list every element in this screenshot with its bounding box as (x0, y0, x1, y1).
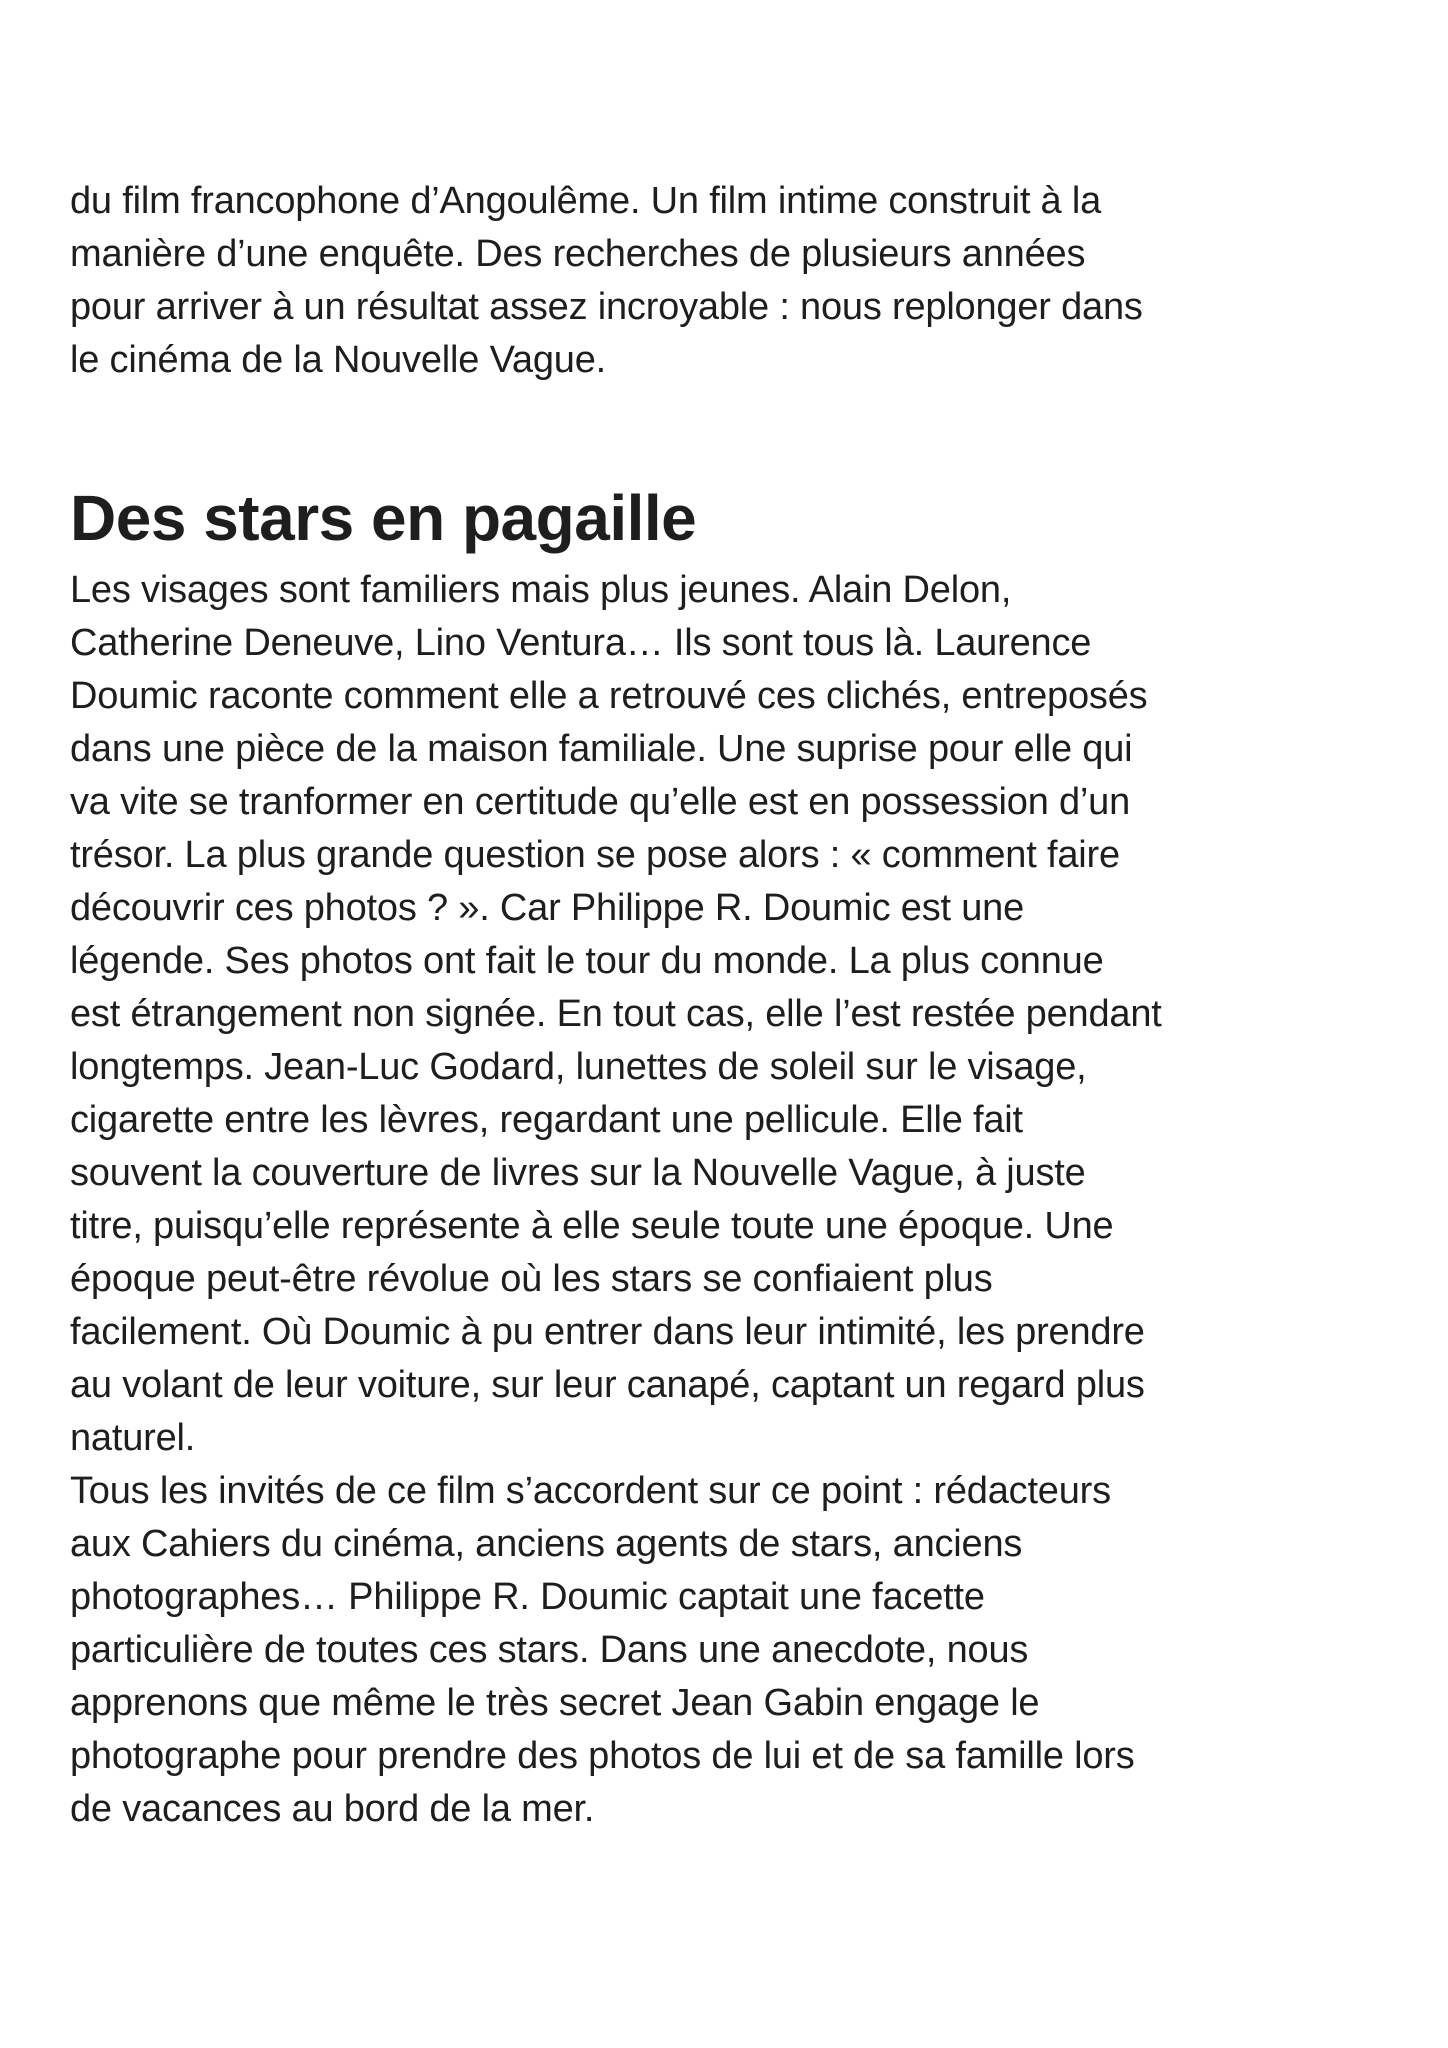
text-line: manière d’une enquête. Des recherches de plusieurs années (70, 233, 1086, 275)
text-line: découvrir ces photos ? ». Car Philippe R. Doumic est une (70, 887, 1025, 929)
text-line: du film francophone d’Angoulême. Un film intime construit à la (70, 180, 1102, 222)
text-line: dans une pièce de la maison familiale. Une suprise pour elle qui (70, 728, 1133, 770)
text-line: le cinéma de la Nouvelle Vague. (70, 339, 606, 381)
text-line: au volant de leur voiture, sur leur canapé, captant un regard plus (70, 1364, 1145, 1406)
text-line: longtemps. Jean-Luc Godard, lunettes de soleil sur le visage, (70, 1046, 1087, 1088)
text-line: cigarette entre les lèvres, regardant une pellicule. Elle fait (70, 1099, 1023, 1141)
text-line: facilement. Où Doumic à pu entrer dans leur intimité, les prendre (70, 1311, 1145, 1353)
text-line: Les visages sont familiers mais plus jeunes. Alain Delon, (70, 569, 1012, 611)
text-line: légende. Ses photos ont fait le tour du monde. La plus connue (70, 940, 1104, 982)
text-line: particulière de toutes ces stars. Dans une anecdote, nous (70, 1629, 1029, 1671)
text-line: est étrangement non signée. En tout cas, elle l’est restée pendant (70, 993, 1162, 1035)
text-line: photographes… Philippe R. Doumic captait une facette (70, 1576, 985, 1618)
text-line: va vite se tranformer en certitude qu’elle est en possession d’un (70, 781, 1131, 823)
text-line: apprenons que même le très secret Jean Gabin engage le (70, 1682, 1040, 1724)
text-line: aux Cahiers du cinéma, anciens agents de stars, anciens (70, 1523, 1023, 1565)
text-line: Tous les invités de ce film s’accordent sur ce point : rédacteurs (70, 1470, 1111, 1512)
text-line: titre, puisqu’elle représente à elle seule toute une époque. Une (70, 1205, 1114, 1247)
text-line: pour arriver à un résultat assez incroyable : nous replonger dans (70, 286, 1143, 328)
section-heading: Des stars en pagaille (70, 482, 697, 554)
text-line: souvent la couverture de livres sur la Nouvelle Vague, à juste (70, 1152, 1086, 1194)
text-line: photographe pour prendre des photos de lui et de sa famille lors (70, 1735, 1135, 1777)
body-paragraph-2 (70, 1465, 1380, 1836)
body-paragraph-1 (70, 564, 1380, 1465)
article-body (70, 175, 1380, 1836)
text-line: époque peut-être révolue où les stars se confiaient plus (70, 1258, 993, 1300)
intro-paragraph (70, 175, 1380, 387)
text-line: naturel. (70, 1417, 196, 1459)
text-line: trésor. La plus grande question se pose alors : « comment faire (70, 834, 1120, 876)
text-line: de vacances au bord de la mer. (70, 1788, 595, 1830)
text-line: Doumic raconte comment elle a retrouvé ces clichés, entreposés (70, 675, 1148, 717)
text-line: Catherine Deneuve, Lino Ventura… Ils sont tous là. Laurence (70, 622, 1092, 664)
